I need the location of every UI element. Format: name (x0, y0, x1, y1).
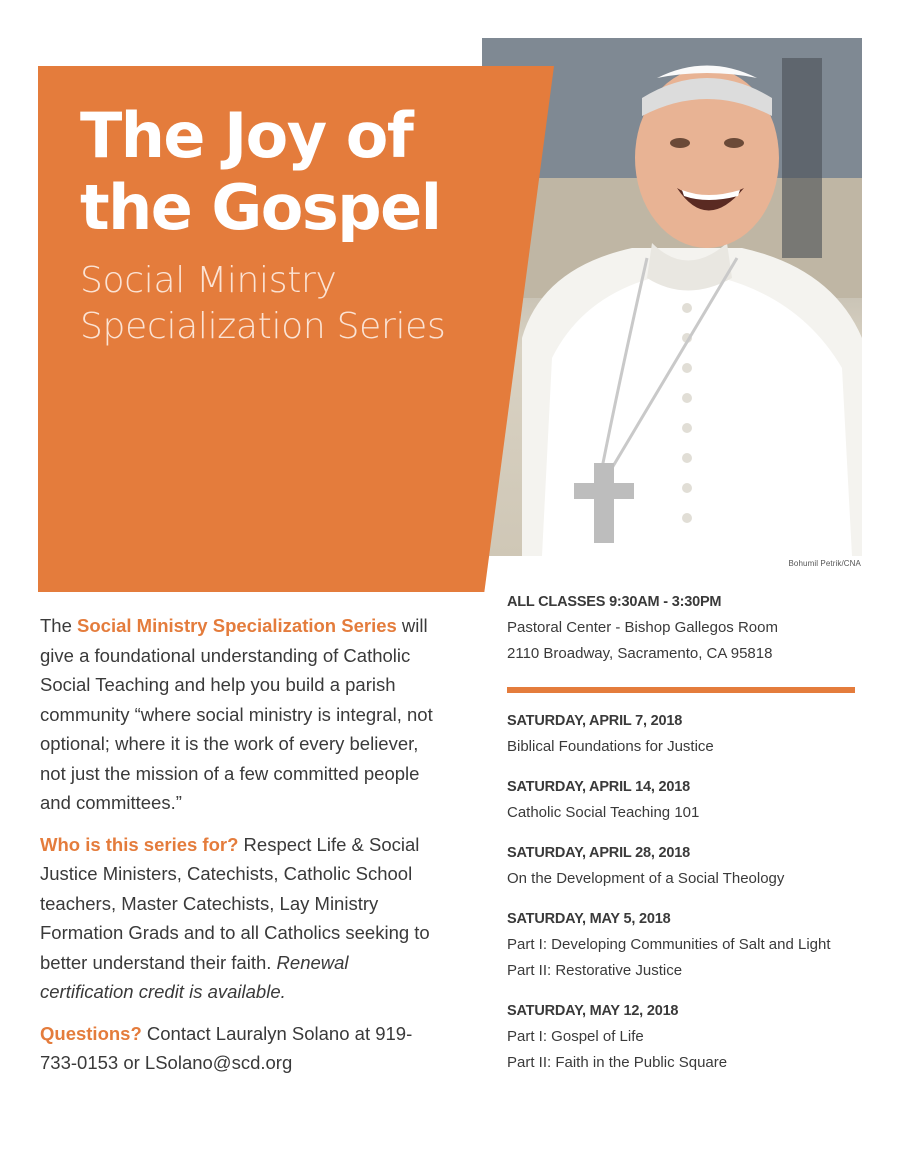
session-date: SATURDAY, MAY 12, 2018 (507, 1003, 679, 1019)
audience-body: Respect Life & Social Justice Ministers, Catechists, Catholic School teachers, Master Catechists, Lay Ministry Formation Grads and to all Catholics seeking to better understand their faith. (40, 833, 430, 973)
contact-body: Contact Lauralyn Solano at 919-733-0153 or LSolano@scd.org (40, 1022, 413, 1073)
session-topic: Biblical Foundations for Justice (507, 738, 714, 755)
session-topic: On the Development of a Social Theology (507, 870, 785, 887)
contact-paragraph (40, 1019, 440, 1078)
session-list (507, 708, 877, 1090)
section-divider (507, 687, 855, 693)
page-title: The Joy of the Gospel (80, 99, 441, 244)
audience-question: Who is this series for? (40, 833, 239, 855)
session-topic: Part I: Gospel of Life (507, 1028, 644, 1045)
class-time: ALL CLASSES 9:30AM - 3:30PM (507, 594, 722, 610)
session-date: SATURDAY, MAY 5, 2018 (507, 911, 671, 927)
session-date: SATURDAY, APRIL 28, 2018 (507, 845, 690, 861)
session-date: SATURDAY, APRIL 7, 2018 (507, 713, 683, 729)
intro-prefix: The (40, 615, 78, 636)
session-topic: Part II: Faith in the Public Square (507, 1054, 728, 1071)
class-address: 2110 Broadway, Sacramento, CA 95818 (507, 645, 773, 662)
certification-note: Renewal certification credit is available. (40, 951, 349, 1002)
session-topic: Catholic Social Teaching 101 (507, 804, 700, 821)
session-date: SATURDAY, APRIL 14, 2018 (507, 779, 690, 795)
audience-paragraph (40, 830, 440, 1007)
contact-label: Questions? (40, 1022, 142, 1044)
session-item (507, 840, 877, 892)
intro-paragraph (40, 611, 440, 818)
photo-credit: Bohumil Petrik/CNA (788, 559, 861, 568)
session-item (507, 774, 877, 826)
series-name: Social Ministry Specialization Series (77, 615, 397, 636)
session-item (507, 708, 877, 760)
class-info (507, 589, 867, 667)
intro-body: will give a foundational understanding of Catholic Social Teaching and help you build a parish community “where social ministry is integral, not optional; where it is the work of every believer, not just the mission of a few committed people and committees.” (40, 615, 433, 813)
class-location: Pastoral Center - Bishop Gallegos Room (507, 619, 778, 636)
session-topic: Part I: Developing Communities of Salt and Light (507, 936, 831, 953)
session-topic: Part II: Restorative Justice (507, 962, 683, 979)
description-column (40, 611, 440, 1090)
session-item (507, 998, 877, 1076)
page-subtitle: Social Ministry Specialization Series (80, 260, 446, 347)
session-item (507, 906, 877, 984)
